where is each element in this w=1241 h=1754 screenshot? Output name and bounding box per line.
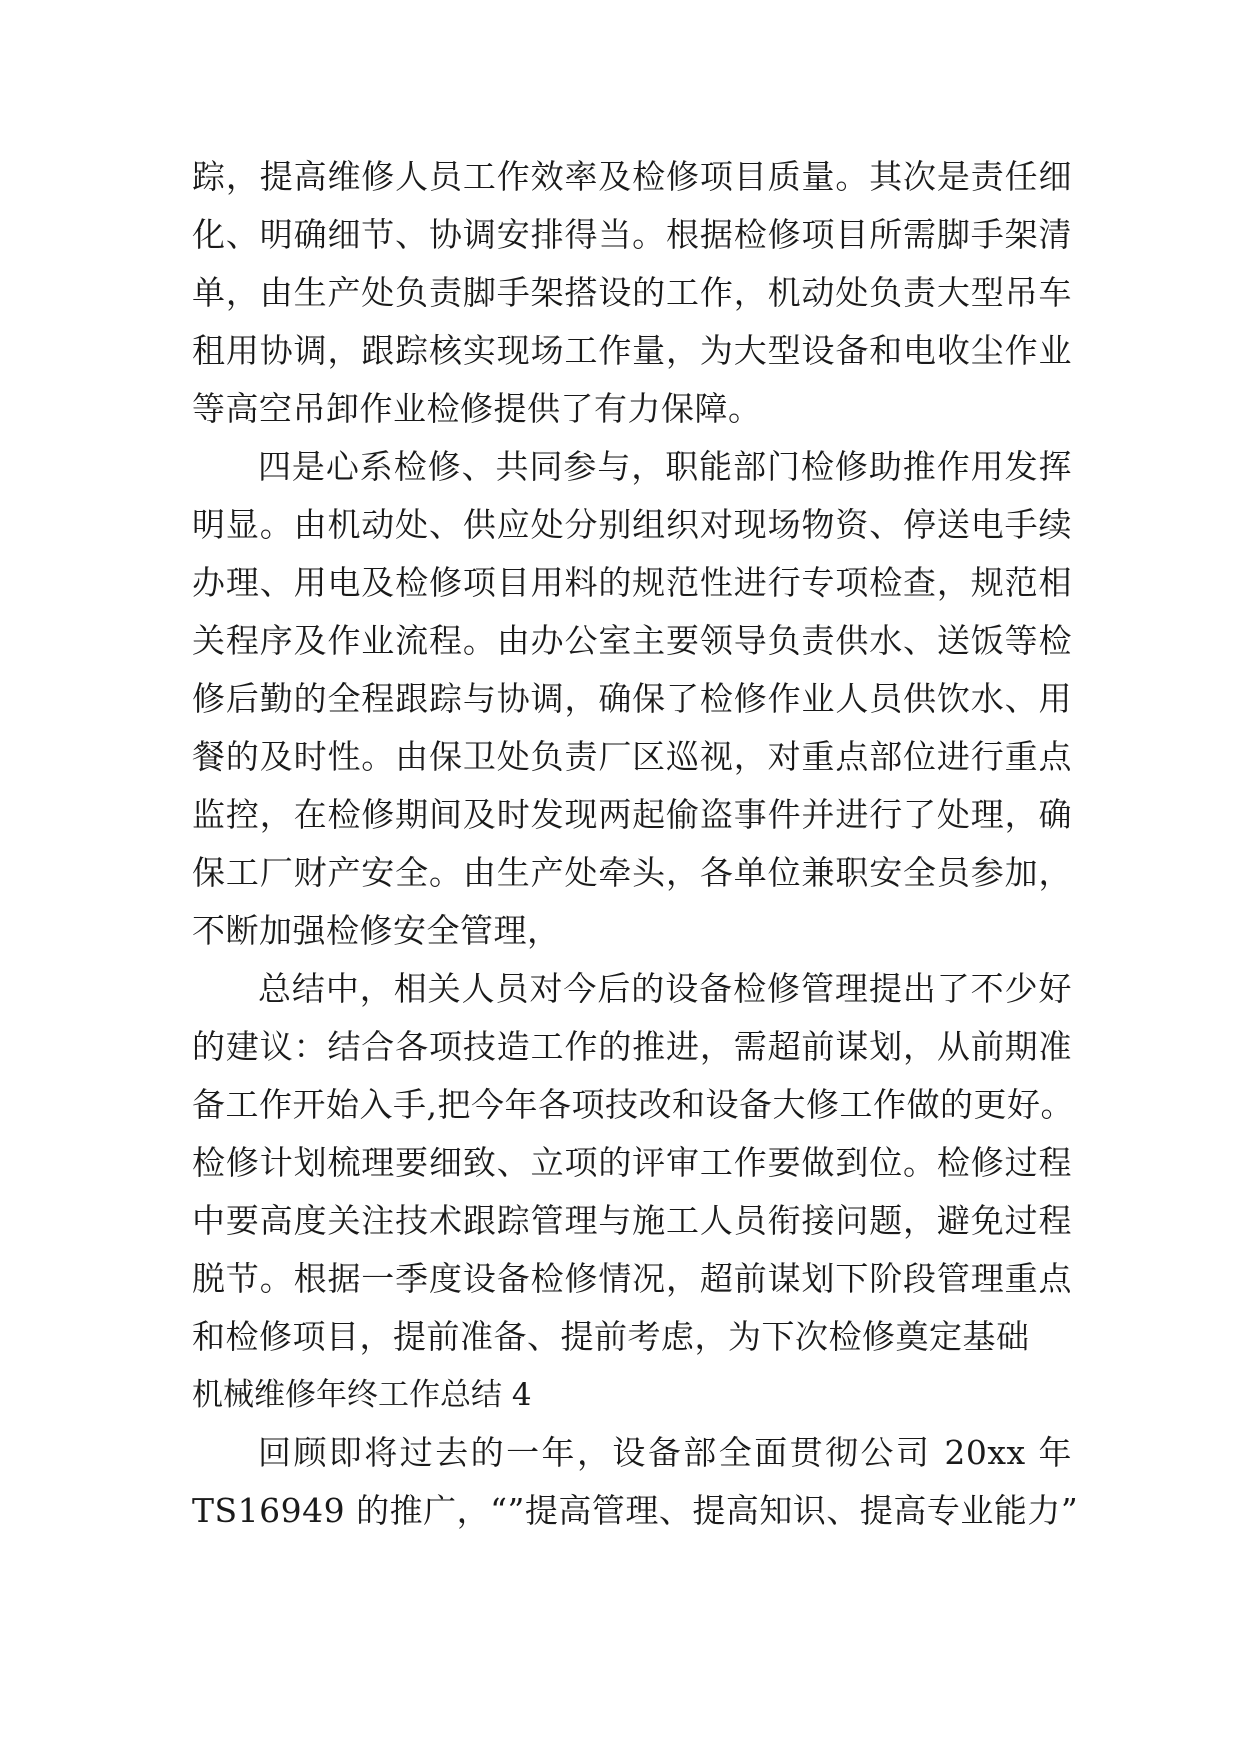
paragraph-3-line: 总结中，相关人员对今后的设备检修管理提出了不少好: [258, 969, 1072, 1008]
paragraph-1-line: 单，由生产处负责脚手架搭设的工作，机动处负责大型吊车: [192, 273, 1072, 312]
paragraph-1-line: 租用协调，跟踪核实现场工作量，为大型设备和电收尘作业: [192, 331, 1072, 370]
paragraph-2-line: 明显。由机动处、供应处分别组织对现场物资、停送电手续: [192, 505, 1072, 544]
paragraph-2-line: 修后勤的全程跟踪与协调，确保了检修作业人员供饮水、用: [192, 679, 1072, 718]
paragraph-4-line: 回顾即将过去的一年，设备部全面贯彻公司 20xx 年: [258, 1433, 1072, 1472]
paragraph-2-line: 监控，在检修期间及时发现两起偷盗事件并进行了处理，确: [192, 795, 1072, 834]
document-body: [192, 148, 1079, 1540]
paragraph-2-line: 四是心系检修、共同参与，职能部门检修助推作用发挥: [258, 447, 1072, 486]
paragraph-3-line: 脱节。根据一季度设备检修情况，超前谋划下阶段管理重点: [192, 1259, 1072, 1298]
section-heading: 机械维修年终工作总结 4: [192, 1377, 532, 1413]
paragraph-2-line: 不断加强检修安全管理，: [192, 911, 561, 950]
paragraph-1-line: 等高空吊卸作业检修提供了有力保障。: [192, 389, 762, 428]
paragraph-2-line: 关程序及作业流程。由办公室主要领导负责供水、送饭等检: [192, 621, 1072, 660]
paragraph-3-line: 中要高度关注技术跟踪管理与施工人员衔接问题，避免过程: [192, 1201, 1072, 1240]
paragraph-2-line: 餐的及时性。由保卫处负责厂区巡视，对重点部位进行重点: [192, 737, 1072, 776]
paragraph-3-line: 的建议：结合各项技造工作的推进，需超前谋划，从前期准: [192, 1027, 1072, 1066]
paragraph-4-line: TS16949 的推广，“”提高管理、提高知识、提高专业能力”: [192, 1491, 1079, 1530]
paragraph-3-line: 检修计划梳理要细致、立项的评审工作要做到位。检修过程: [192, 1143, 1072, 1182]
paragraph-3-line: 和检修项目，提前准备、提前考虑，为下次检修奠定基础: [192, 1317, 1030, 1356]
paragraph-1-line: 踪，提高维修人员工作效率及检修项目质量。其次是责任细: [192, 157, 1072, 196]
paragraph-1-line: 化、明确细节、协调安排得当。根据检修项目所需脚手架清: [192, 215, 1072, 254]
paragraph-3-line: 备工作开始入手,把今年各项技改和设备大修工作做的更好。: [192, 1085, 1074, 1124]
paragraph-2-line: 保工厂财产安全。由生产处牵头，各单位兼职安全员参加，: [192, 853, 1072, 892]
paragraph-2-line: 办理、用电及检修项目用料的规范性进行专项检查，规范相: [192, 563, 1072, 602]
